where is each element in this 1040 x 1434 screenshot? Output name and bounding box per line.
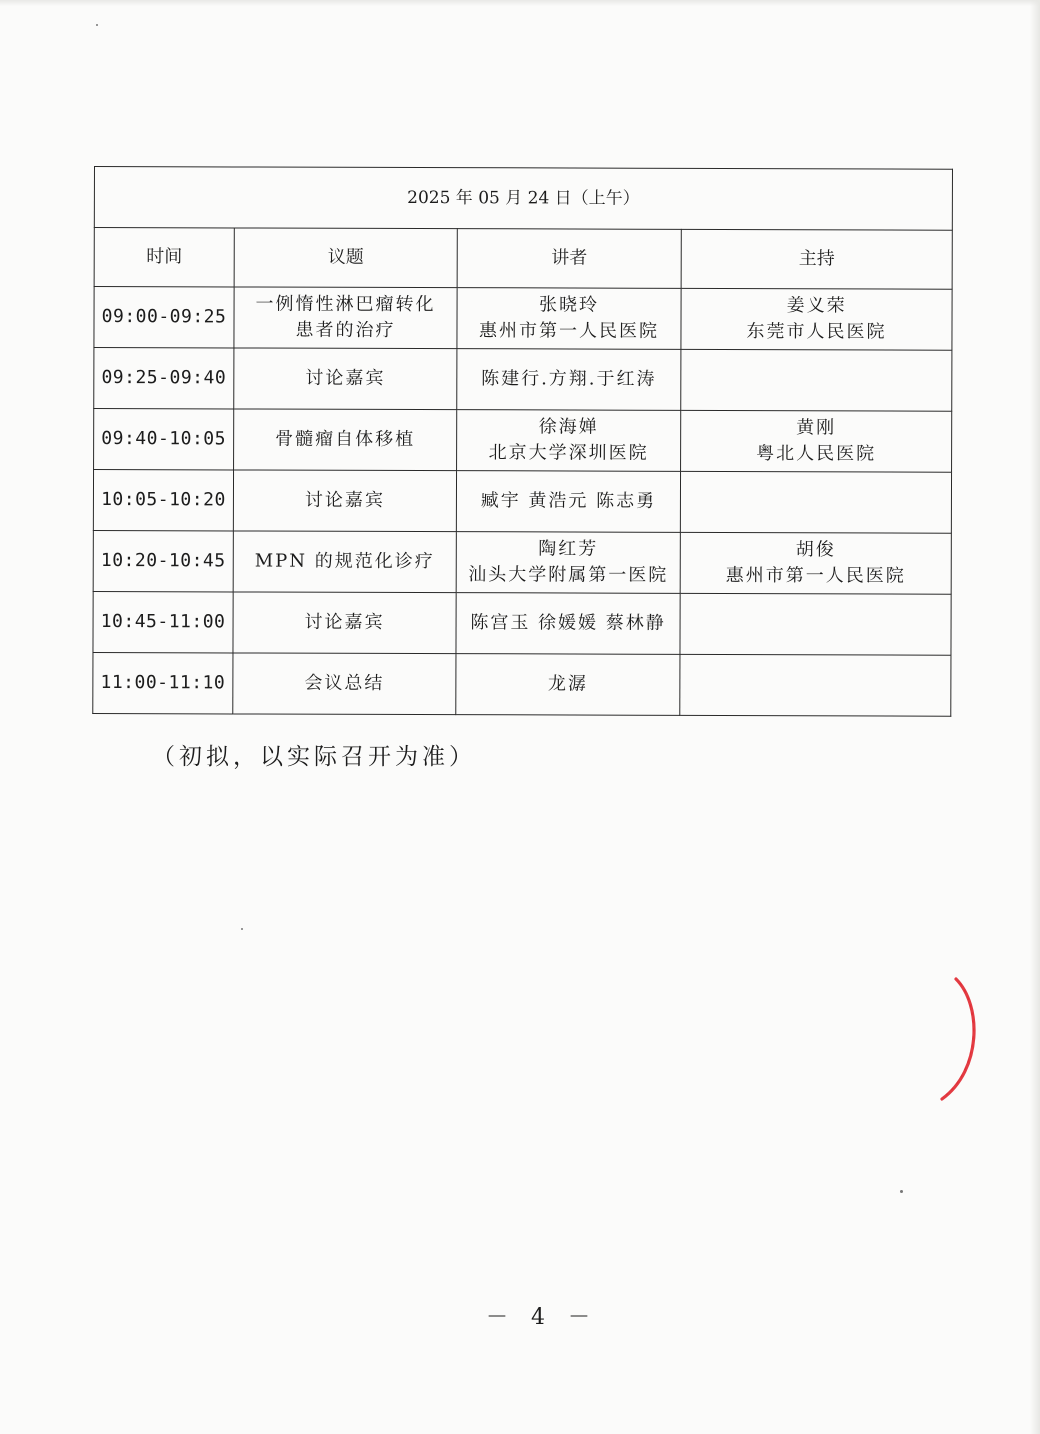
cell-topic-line: 会议总结 — [304, 672, 385, 694]
cell-topic — [234, 348, 457, 410]
page-number: － 4 － — [486, 1305, 598, 1330]
table-row — [94, 287, 952, 351]
cell-topic — [234, 409, 457, 471]
cell-speaker-line: 徐海婵 — [538, 416, 599, 438]
cell-speaker — [456, 654, 680, 716]
scan-speck — [900, 1190, 903, 1193]
cell-speaker — [456, 471, 680, 533]
cell-speaker-line: 张晓玲 — [539, 294, 600, 316]
cell-speaker — [456, 532, 680, 594]
column-header-speaker: 讲者 — [457, 229, 681, 289]
cell-time: 11:00-11:10 — [93, 652, 233, 713]
cell-host — [681, 410, 952, 472]
table-row — [94, 348, 952, 412]
table-row — [93, 591, 951, 655]
red-seal-stamp-fragment — [930, 975, 990, 1105]
cell-speaker-line: 龙潺 — [547, 673, 588, 695]
cell-host — [681, 349, 952, 411]
cell-host — [681, 288, 952, 350]
draft-note: （初拟，以实际召开为准） — [152, 744, 476, 770]
cell-speaker-line: 汕头大学附属第一医院 — [468, 564, 669, 586]
cell-speaker-line: 惠州市第一人民医院 — [478, 320, 660, 342]
cell-speaker — [456, 593, 680, 655]
cell-time: 09:00-09:25 — [94, 287, 234, 348]
cell-speaker-line: 陶红芳 — [538, 538, 599, 560]
cell-speaker — [457, 288, 681, 350]
column-header-time: 时间 — [94, 228, 234, 287]
column-header-topic: 议题 — [234, 228, 457, 288]
header-row — [94, 228, 952, 290]
cell-topic-line: 一例惰性淋巴瘤转化 — [255, 293, 436, 316]
cell-topic-line: MPN 的规范化诊疗 — [254, 550, 435, 573]
cell-host-line: 黄刚 — [796, 417, 837, 439]
cell-host-line: 惠州市第一人民医院 — [725, 564, 906, 587]
cell-host-line: 胡俊 — [795, 539, 836, 561]
cell-host — [680, 654, 951, 716]
cell-topic — [234, 287, 457, 349]
date-heading: 2025 年 05 月 24 日（上午） — [94, 167, 952, 231]
scan-edge-shadow — [0, 0, 1040, 6]
table-row — [93, 530, 951, 594]
cell-time: 10:20-10:45 — [93, 530, 233, 591]
schedule-table-body — [93, 167, 953, 717]
schedule-table-container — [94, 166, 952, 714]
table-row — [93, 652, 951, 716]
cell-host — [680, 593, 951, 655]
cell-topic — [233, 653, 456, 715]
table-row — [93, 470, 951, 534]
cell-time: 09:25-09:40 — [94, 348, 234, 409]
column-header-host: 主持 — [681, 229, 952, 289]
cell-host-line: 姜义荣 — [786, 295, 847, 317]
cell-speaker — [457, 410, 681, 472]
cell-speaker-line: 臧宇 黄浩元 陈志勇 — [480, 490, 657, 512]
cell-topic-line: 讨论嘉宾 — [305, 367, 386, 389]
cell-topic-line: 骨髓瘤自体移植 — [275, 428, 416, 451]
date-row — [94, 167, 952, 231]
scan-edge-shadow — [1030, 0, 1040, 1434]
cell-topic — [233, 531, 456, 593]
cell-topic-line: 讨论嘉宾 — [304, 611, 385, 633]
scan-speck — [241, 928, 243, 930]
cell-time: 09:40-10:05 — [94, 409, 234, 470]
cell-host-line: 粤北人民医院 — [756, 443, 877, 465]
schedule-table — [92, 166, 953, 717]
cell-time: 10:45-11:00 — [93, 591, 233, 652]
cell-time: 10:05-10:20 — [93, 470, 233, 531]
table-row — [94, 409, 952, 473]
cell-host-line: 东莞市人民医院 — [746, 321, 887, 343]
cell-topic-line: 患者的治疗 — [295, 319, 396, 341]
cell-speaker-line: 北京大学深圳医院 — [488, 442, 649, 464]
scan-speck — [96, 24, 98, 26]
cell-speaker — [457, 349, 681, 411]
cell-host — [680, 471, 951, 533]
cell-speaker-line: 陈宫玉 徐媛媛 蔡林静 — [470, 612, 666, 634]
cell-topic — [233, 470, 456, 532]
cell-speaker-line: 陈建行.方翔.于红涛 — [481, 368, 657, 390]
cell-host — [680, 532, 951, 594]
cell-topic — [233, 592, 456, 654]
cell-topic-line: 讨论嘉宾 — [304, 489, 385, 511]
